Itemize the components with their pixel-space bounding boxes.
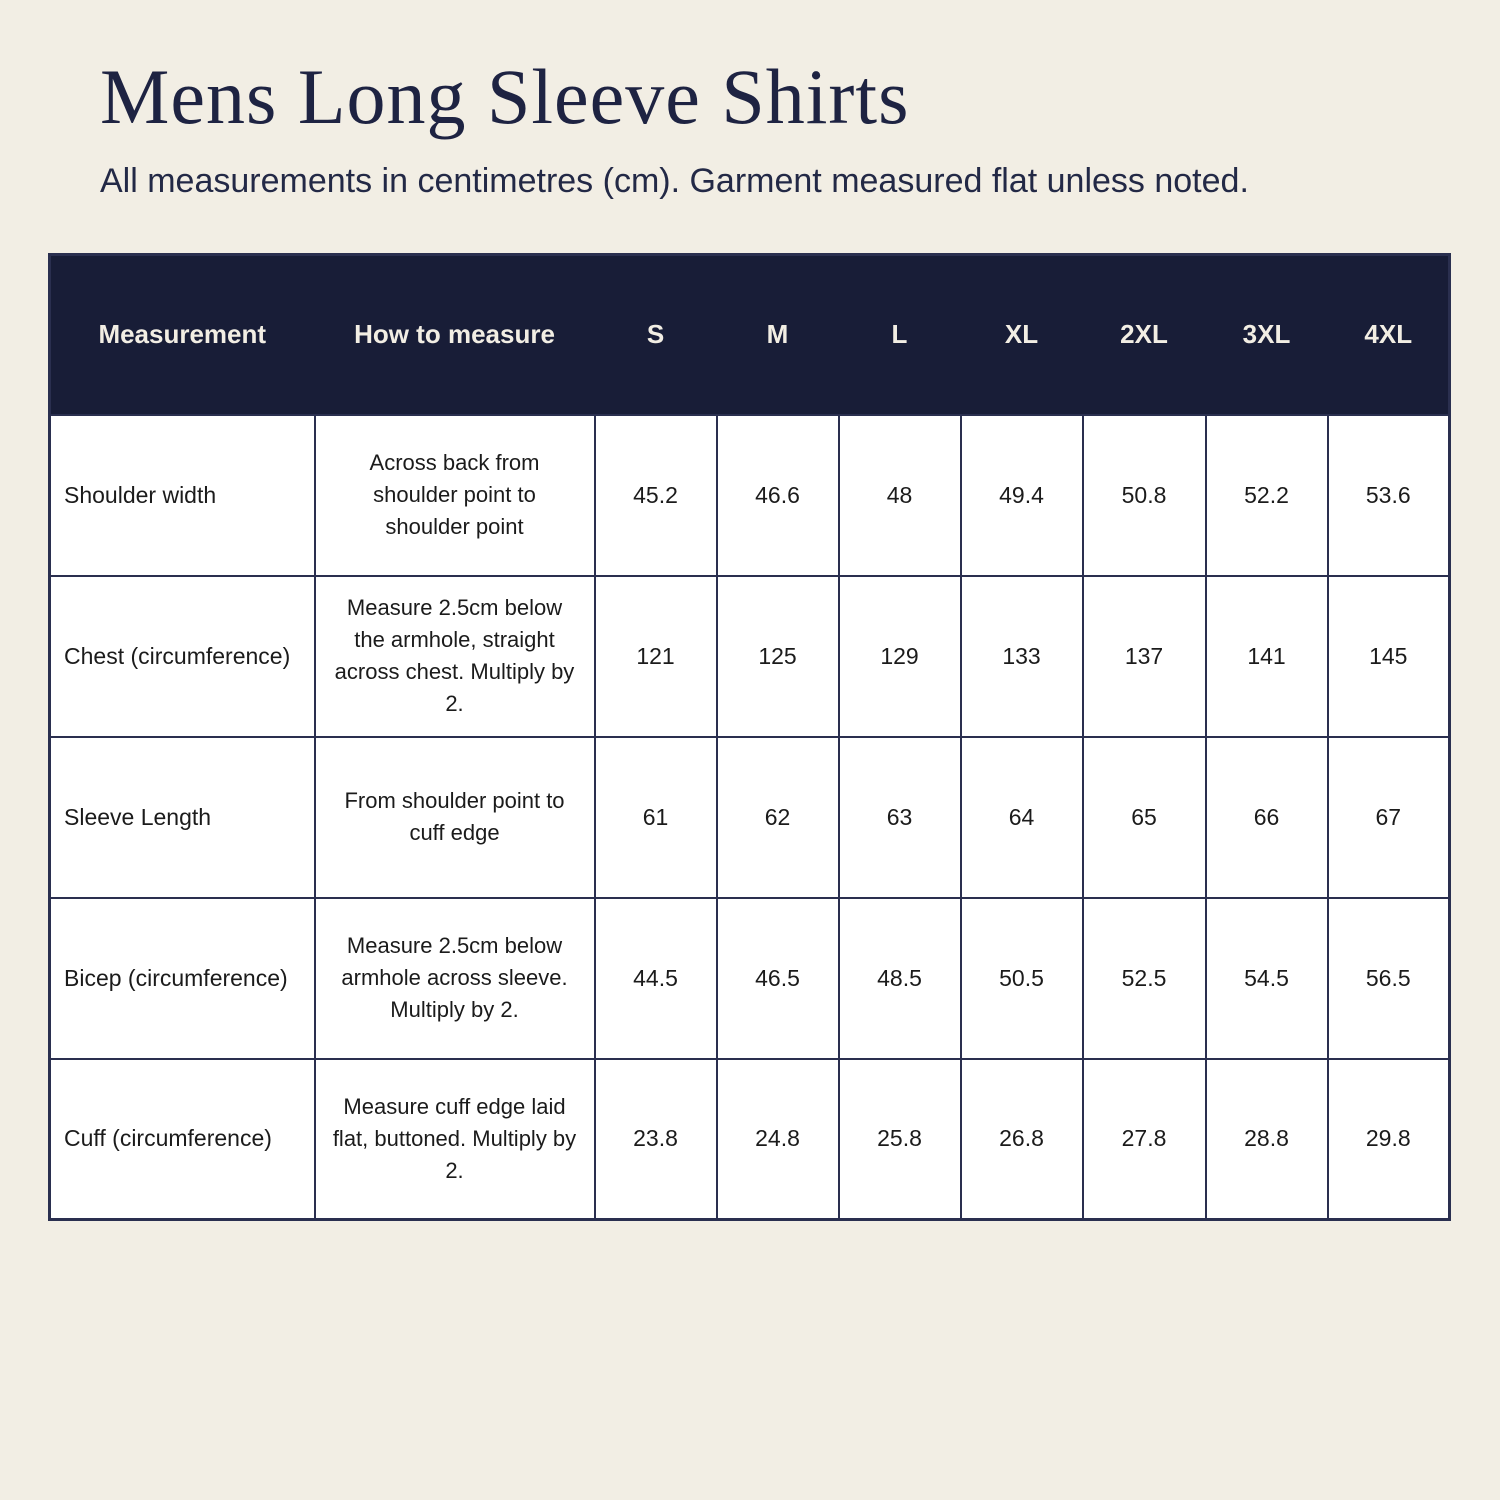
table-row bbox=[50, 898, 1450, 1059]
column-header: 3XL bbox=[1206, 255, 1328, 415]
size-value-cell: 125 bbox=[717, 576, 839, 737]
table-row bbox=[50, 576, 1450, 737]
size-value-cell: 129 bbox=[839, 576, 961, 737]
size-value-cell: 52.5 bbox=[1083, 898, 1206, 1059]
measurement-name-cell: Shoulder width bbox=[50, 415, 315, 576]
column-header: Measurement bbox=[50, 255, 315, 415]
size-value-cell: 141 bbox=[1206, 576, 1328, 737]
page-title: Mens Long Sleeve Shirts bbox=[100, 53, 910, 140]
how-to-measure-cell: Measure 2.5cm below armhole across sleeve. Multiply by 2. bbox=[315, 898, 595, 1059]
size-value-cell: 29.8 bbox=[1328, 1059, 1450, 1220]
size-value-cell: 66 bbox=[1206, 737, 1328, 898]
size-value-cell: 28.8 bbox=[1206, 1059, 1328, 1220]
table-header-row bbox=[50, 255, 1450, 415]
size-value-cell: 63 bbox=[839, 737, 961, 898]
size-value-cell: 61 bbox=[595, 737, 717, 898]
size-value-cell: 50.5 bbox=[961, 898, 1083, 1059]
size-value-cell: 137 bbox=[1083, 576, 1206, 737]
column-header: 2XL bbox=[1083, 255, 1206, 415]
size-value-cell: 53.6 bbox=[1328, 415, 1450, 576]
size-value-cell: 49.4 bbox=[961, 415, 1083, 576]
size-value-cell: 54.5 bbox=[1206, 898, 1328, 1059]
measurement-name-cell: Cuff (circumference) bbox=[50, 1059, 315, 1220]
size-value-cell: 65 bbox=[1083, 737, 1206, 898]
column-header: 4XL bbox=[1328, 255, 1450, 415]
column-header: S bbox=[595, 255, 717, 415]
size-value-cell: 133 bbox=[961, 576, 1083, 737]
size-value-cell: 44.5 bbox=[595, 898, 717, 1059]
size-value-cell: 48.5 bbox=[839, 898, 961, 1059]
measurement-name-cell: Chest (circumference) bbox=[50, 576, 315, 737]
size-value-cell: 24.8 bbox=[717, 1059, 839, 1220]
size-value-cell: 46.5 bbox=[717, 898, 839, 1059]
size-value-cell: 145 bbox=[1328, 576, 1450, 737]
column-header: How to measure bbox=[315, 255, 595, 415]
table-row bbox=[50, 1059, 1450, 1220]
column-header: M bbox=[717, 255, 839, 415]
size-value-cell: 64 bbox=[961, 737, 1083, 898]
how-to-measure-cell: Measure cuff edge laid flat, buttoned. Multiply by 2. bbox=[315, 1059, 595, 1220]
measurement-name-cell: Sleeve Length bbox=[50, 737, 315, 898]
size-value-cell: 121 bbox=[595, 576, 717, 737]
size-value-cell: 45.2 bbox=[595, 415, 717, 576]
table-body bbox=[50, 415, 1450, 1220]
how-to-measure-cell: Across back from shoulder point to shoulder point bbox=[315, 415, 595, 576]
table-row bbox=[50, 415, 1450, 576]
size-value-cell: 50.8 bbox=[1083, 415, 1206, 576]
how-to-measure-cell: From shoulder point to cuff edge bbox=[315, 737, 595, 898]
size-value-cell: 56.5 bbox=[1328, 898, 1450, 1059]
size-chart-table bbox=[48, 253, 1451, 1221]
size-value-cell: 52.2 bbox=[1206, 415, 1328, 576]
size-value-cell: 23.8 bbox=[595, 1059, 717, 1220]
measurement-name-cell: Bicep (circumference) bbox=[50, 898, 315, 1059]
size-value-cell: 46.6 bbox=[717, 415, 839, 576]
table-row bbox=[50, 737, 1450, 898]
column-header: XL bbox=[961, 255, 1083, 415]
column-header: L bbox=[839, 255, 961, 415]
size-value-cell: 62 bbox=[717, 737, 839, 898]
size-value-cell: 67 bbox=[1328, 737, 1450, 898]
how-to-measure-cell: Measure 2.5cm below the armhole, straight across chest. Multiply by 2. bbox=[315, 576, 595, 737]
size-value-cell: 48 bbox=[839, 415, 961, 576]
size-value-cell: 25.8 bbox=[839, 1059, 961, 1220]
size-value-cell: 27.8 bbox=[1083, 1059, 1206, 1220]
size-value-cell: 26.8 bbox=[961, 1059, 1083, 1220]
page-subtitle: All measurements in centimetres (cm). Garment measured flat unless noted. bbox=[100, 162, 1249, 200]
